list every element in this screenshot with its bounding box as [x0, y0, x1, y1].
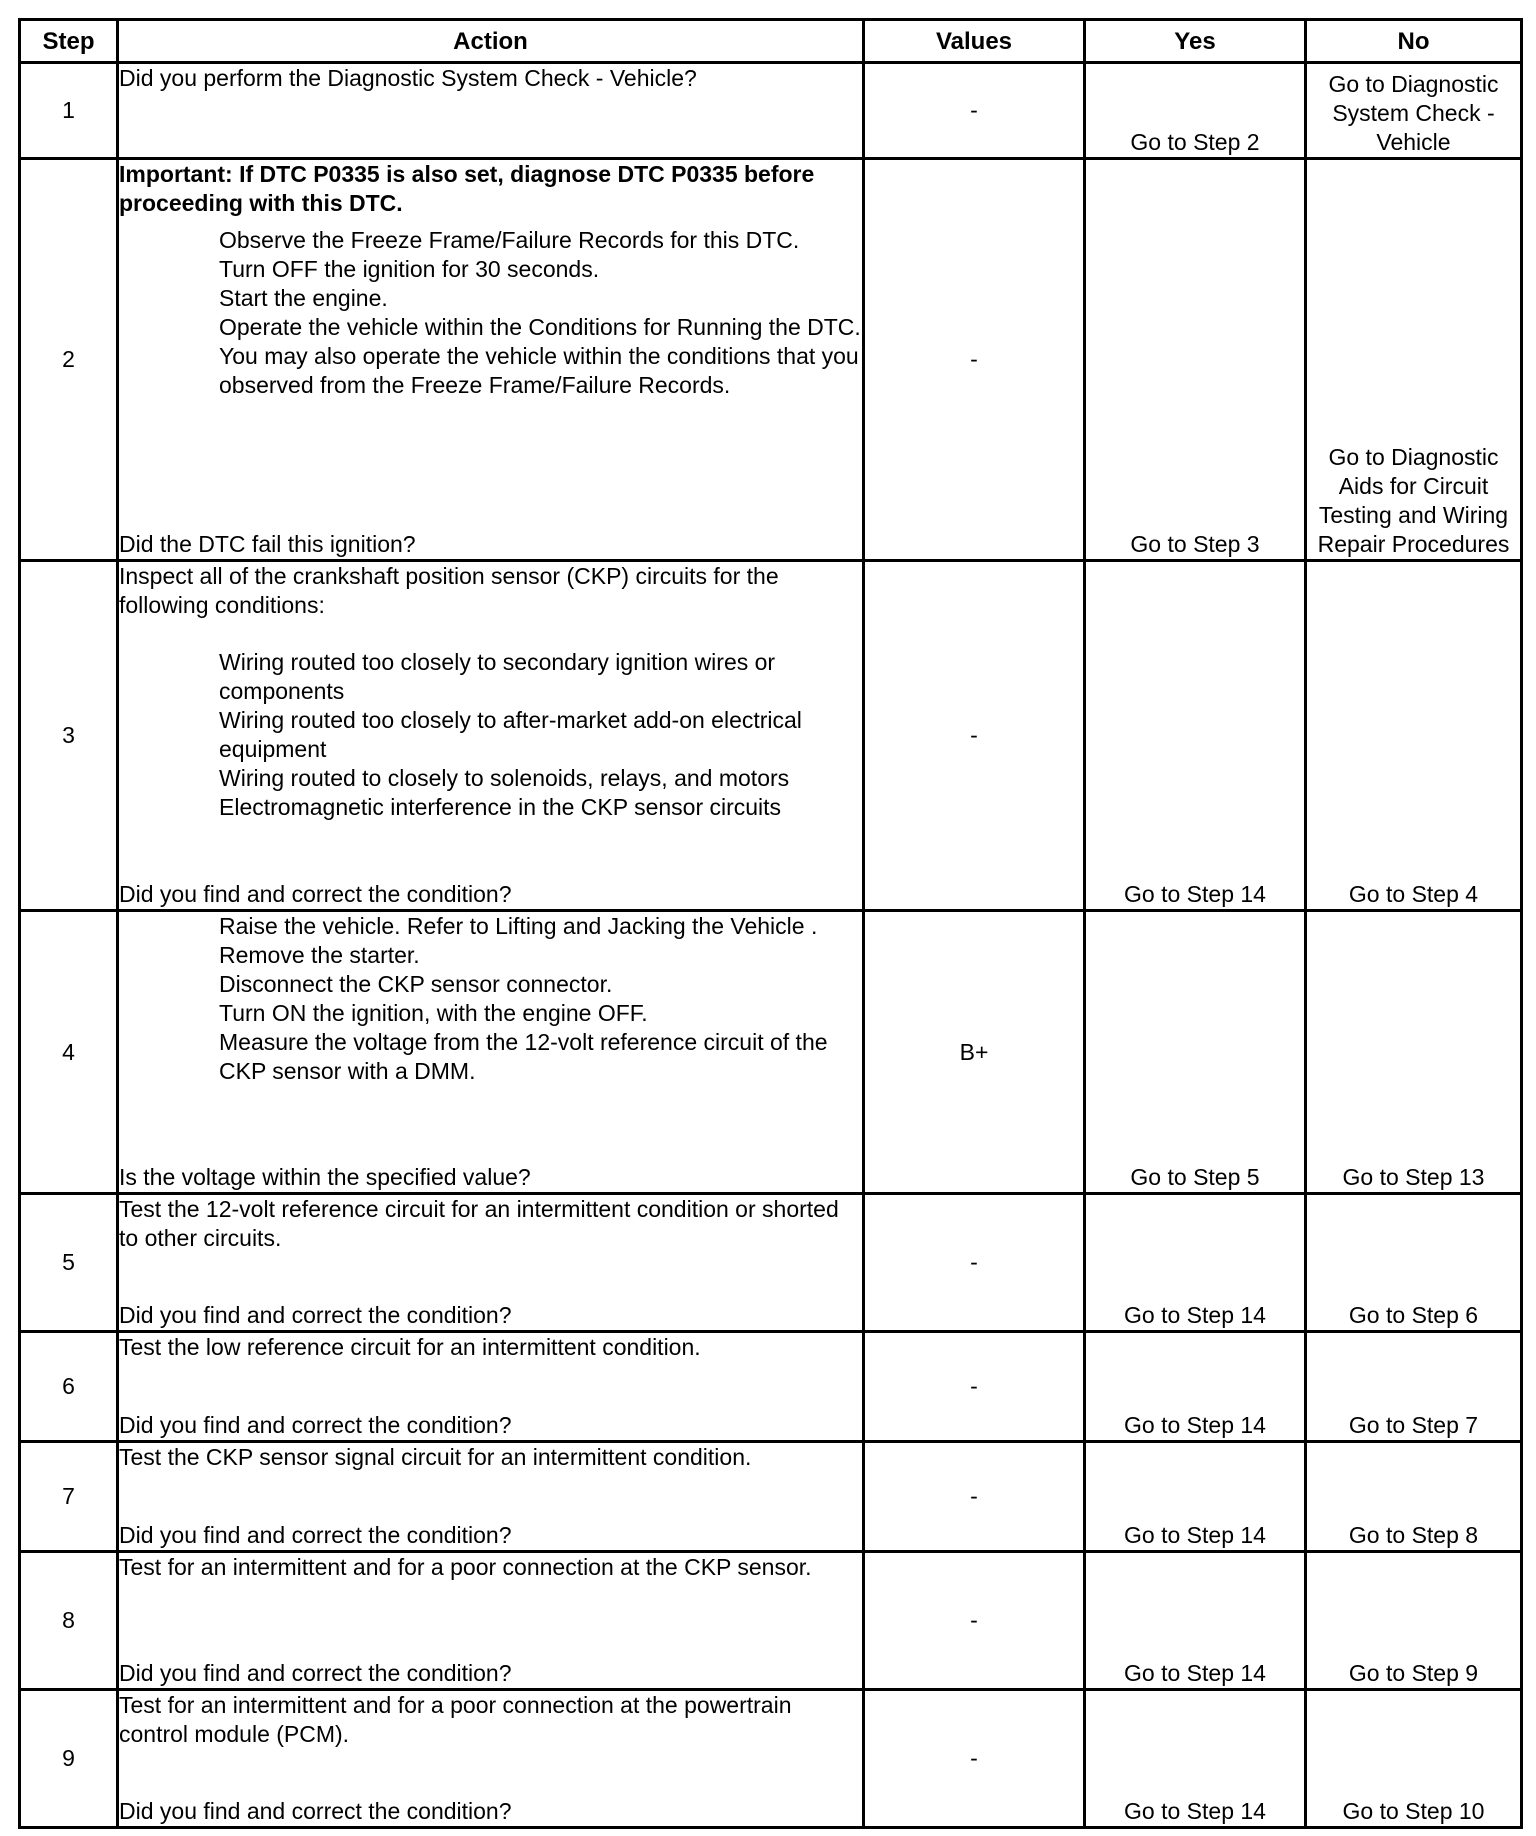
yes-cell: Go to Step 14 [1085, 1552, 1306, 1690]
header-values: Values [864, 20, 1085, 63]
table-row [20, 1690, 1522, 1828]
yes-cell: Go to Step 14 [1085, 561, 1306, 911]
diagnostic-table [18, 18, 1523, 1829]
substep-item: Disconnect the CKP sensor connector. [219, 971, 613, 997]
no-cell: Go to Step 13 [1306, 911, 1522, 1194]
no-cell: Go to Step 6 [1306, 1194, 1522, 1332]
substep-item: Raise the vehicle. Refer to Lifting and Jacking the Vehicle . [219, 913, 818, 939]
action-question: Did you find and correct the condition? [119, 1412, 512, 1438]
action-cell [118, 159, 864, 561]
value-cell: - [864, 1442, 1085, 1552]
substep-item: Measure the voltage from the 12-volt reference circuit of the CKP sensor with a DMM. [219, 1029, 828, 1084]
substep-item: Turn OFF the ignition for 30 seconds. [219, 256, 600, 282]
action-question: Did you find and correct the condition? [119, 1798, 512, 1824]
action-intro: Test the low reference circuit for an intermittent condition. [119, 1334, 701, 1360]
action-cell [118, 561, 864, 911]
header-yes: Yes [1085, 20, 1306, 63]
action-intro: Test for an intermittent and for a poor connection at the powertrain control module (PCM). [119, 1692, 792, 1747]
step-number: 7 [20, 1442, 118, 1552]
action-intro: Test the CKP sensor signal circuit for an intermittent condition. [119, 1444, 752, 1470]
step-number: 1 [20, 63, 118, 159]
table-row [20, 1552, 1522, 1690]
action-cell [118, 63, 864, 159]
yes-cell: Go to Step 14 [1085, 1194, 1306, 1332]
value-cell: - [864, 1332, 1085, 1442]
header-step: Step [20, 20, 118, 63]
substep-list [119, 648, 862, 822]
step-number: 4 [20, 911, 118, 1194]
value-cell: - [864, 159, 1085, 561]
action-cell [118, 1194, 864, 1332]
action-cell [118, 1442, 864, 1552]
substep-item: Wiring routed to closely to solenoids, relays, and motors [219, 765, 790, 791]
action-intro: Did you perform the Diagnostic System Check - Vehicle? [119, 65, 697, 91]
header-action: Action [118, 20, 864, 63]
no-cell: Go to Step 10 [1306, 1690, 1522, 1828]
table-row [20, 1442, 1522, 1552]
substep-item: Remove the starter. [219, 942, 420, 968]
no-cell: Go to Diagnostic Aids for Circuit Testing and Wiring Repair Procedures [1306, 159, 1522, 561]
action-intro: Test for an intermittent and for a poor connection at the CKP sensor. [119, 1554, 812, 1580]
no-cell: Go to Step 7 [1306, 1332, 1522, 1442]
yes-cell: Go to Step 14 [1085, 1332, 1306, 1442]
action-question: Did you find and correct the condition? [119, 881, 512, 907]
step-number: 3 [20, 561, 118, 911]
table-row [20, 561, 1522, 911]
substep-item: Turn ON the ignition, with the engine OFF. [219, 1000, 648, 1026]
step-number: 9 [20, 1690, 118, 1828]
value-cell: B+ [864, 911, 1085, 1194]
value-cell: - [864, 1552, 1085, 1690]
important-note: Important: If DTC P0335 is also set, diagnose DTC P0335 before proceeding with this DTC. [119, 161, 815, 216]
no-cell: Go to Step 8 [1306, 1442, 1522, 1552]
table-row [20, 159, 1522, 561]
action-intro: Inspect all of the crankshaft position sensor (CKP) circuits for the following conditions: [119, 563, 779, 618]
action-cell [118, 1690, 864, 1828]
action-question: Is the voltage within the specified value? [119, 1164, 531, 1190]
value-cell: - [864, 561, 1085, 911]
no-cell: Go to Step 4 [1306, 561, 1522, 911]
step-number: 6 [20, 1332, 118, 1442]
action-question: Did you find and correct the condition? [119, 1302, 512, 1328]
substep-list [119, 226, 862, 400]
header-no: No [1306, 20, 1522, 63]
substep-list [119, 912, 862, 1086]
value-cell: - [864, 1690, 1085, 1828]
action-question: Did you find and correct the condition? [119, 1660, 512, 1686]
table-row [20, 1194, 1522, 1332]
yes-cell: Go to Step 2 [1085, 63, 1306, 159]
value-cell: - [864, 1194, 1085, 1332]
action-question: Did you find and correct the condition? [119, 1522, 512, 1548]
header-row [20, 20, 1522, 63]
step-number: 2 [20, 159, 118, 561]
substep-item: Observe the Freeze Frame/Failure Records for this DTC. [219, 227, 800, 253]
yes-cell: Go to Step 5 [1085, 911, 1306, 1194]
action-cell [118, 1332, 864, 1442]
action-cell [118, 911, 864, 1194]
yes-cell: Go to Step 3 [1085, 159, 1306, 561]
action-question: Did the DTC fail this ignition? [119, 531, 416, 557]
table-row [20, 911, 1522, 1194]
substep-item: Electromagnetic interference in the CKP sensor circuits [219, 794, 782, 820]
no-cell: Go to Step 9 [1306, 1552, 1522, 1690]
no-cell: Go to Diagnostic System Check - Vehicle [1306, 63, 1522, 159]
substep-item: Operate the vehicle within the Conditions for Running the DTC. You may also operate the vehicle within the conditions that you observed from the Freeze Frame/Failure Records. [219, 314, 861, 398]
step-number: 5 [20, 1194, 118, 1332]
step-number: 8 [20, 1552, 118, 1690]
table-row [20, 63, 1522, 159]
yes-cell: Go to Step 14 [1085, 1690, 1306, 1828]
yes-cell: Go to Step 14 [1085, 1442, 1306, 1552]
substep-item: Wiring routed too closely to after-market add-on electrical equipment [219, 707, 802, 762]
table-row [20, 1332, 1522, 1442]
action-intro: Test the 12-volt reference circuit for an intermittent condition or shorted to other circuits. [119, 1196, 839, 1251]
substep-item: Wiring routed too closely to secondary ignition wires or components [219, 649, 776, 704]
substep-item: Start the engine. [219, 285, 388, 311]
action-cell [118, 1552, 864, 1690]
value-cell: - [864, 63, 1085, 159]
